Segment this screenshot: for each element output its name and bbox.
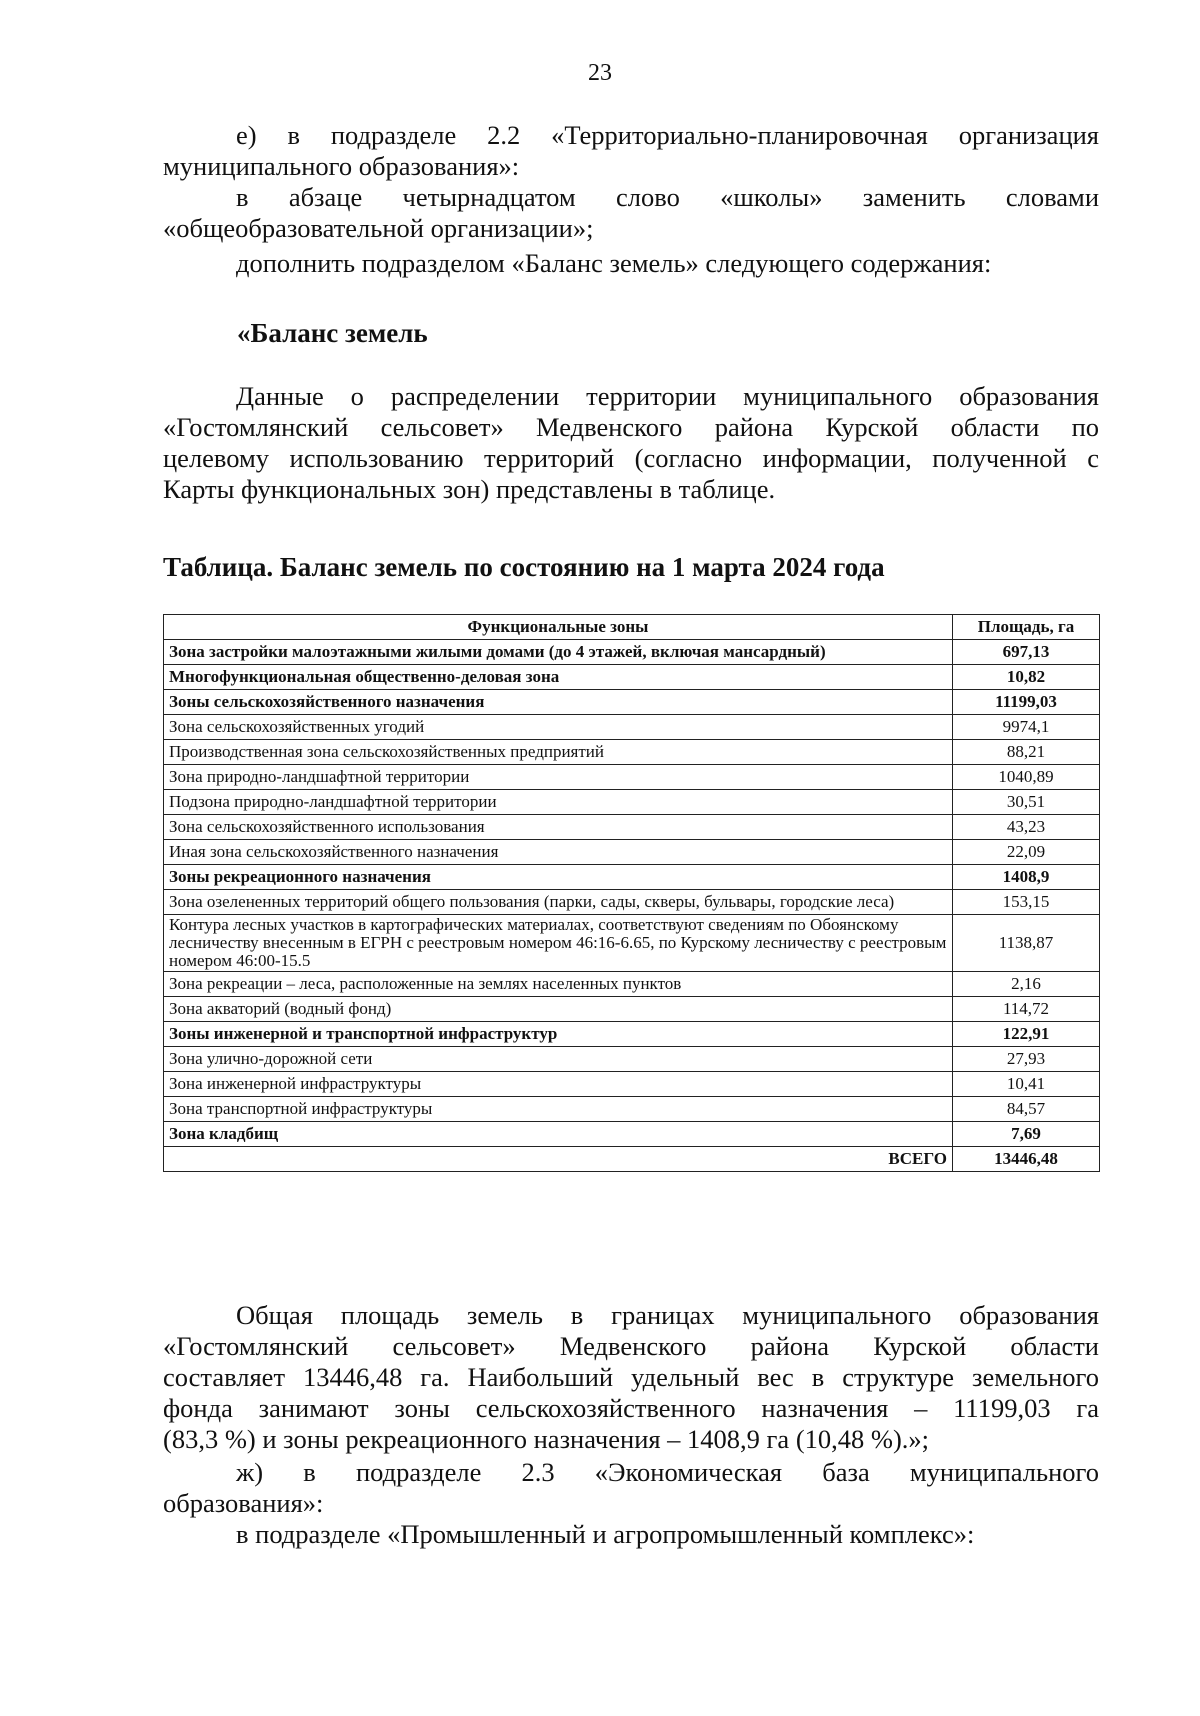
paragraph-line: в подразделе «Промышленный и агропромышленный комплекс»: [236, 1519, 975, 1549]
area-cell: 10,82 [953, 665, 1100, 690]
paragraph-line: Карты функциональных зон) представлены в таблице. [163, 474, 776, 504]
table-row [164, 997, 1100, 1022]
zone-cell: Производственная зона сельскохозяйственных предприятий [164, 740, 953, 765]
paragraph-line: дополнить подразделом «Баланс земель» следующего содержания: [236, 248, 992, 278]
paragraph-add-subsection [163, 248, 1099, 279]
area-cell: 1138,87 [953, 915, 1100, 972]
area-cell: 1040,89 [953, 765, 1100, 790]
paragraph-intro [163, 381, 1099, 505]
zone-cell: Зона рекреации – леса, расположенные на землях населенных пунктов [164, 972, 953, 997]
paragraph-amendment-e [163, 120, 1099, 182]
zone-cell: Зоны инженерной и транспортной инфраструктур [164, 1022, 953, 1047]
paragraph-replace-word [163, 182, 1099, 244]
area-cell: 11199,03 [953, 690, 1100, 715]
page-number: 23 [588, 60, 612, 86]
area-cell: 2,16 [953, 972, 1100, 997]
zone-cell: Иная зона сельскохозяйственного назначения [164, 840, 953, 865]
paragraph-line: «общеобразовательной организации»; [163, 213, 594, 243]
table-row [164, 815, 1100, 840]
table-title: Таблица. Баланс земель по состоянию на 1 марта 2024 года [163, 552, 885, 582]
zone-cell: Зона акваторий (водный фонд) [164, 997, 953, 1022]
table-row [164, 690, 1100, 715]
zone-cell: Зона озелененных территорий общего пользования (парки, сады, скверы, бульвары, городские леса) [164, 890, 953, 915]
total-value: 13446,48 [953, 1147, 1100, 1172]
paragraph-line: целевому использованию территорий (согласно информации, полученной с [163, 443, 1099, 473]
paragraph-line: Общая площадь земель в границах муниципального образования [236, 1300, 1099, 1330]
zone-cell: Зона сельскохозяйственных угодий [164, 715, 953, 740]
zone-cell: Многофункциональная общественно-деловая зона [164, 665, 953, 690]
zone-cell: Зона улично-дорожной сети [164, 1047, 953, 1072]
table-row [164, 1072, 1100, 1097]
table-row [164, 640, 1100, 665]
paragraph-line: в абзаце четырнадцатом слово «школы» заменить словами [236, 182, 1099, 212]
zone-cell: Зоны рекреационного назначения [164, 865, 953, 890]
paragraph-amendment-zh [163, 1457, 1099, 1519]
table-row [164, 1047, 1100, 1072]
area-cell: 43,23 [953, 815, 1100, 840]
table-row [164, 665, 1100, 690]
area-cell: 697,13 [953, 640, 1100, 665]
area-cell: 27,93 [953, 1047, 1100, 1072]
zone-cell: Контура лесных участков в картографических материалах, соответствуют сведениям по Обоянскому лесничеству внесенным в ЕГРН с реестровым номером 46:16-6.65, по Курскому лесничеству с реестровым номером 46:00-15.5 [164, 915, 953, 972]
table-row [164, 1097, 1100, 1122]
paragraph-line: «Гостомлянский сельсовет» Медвенского района Курской области по [163, 412, 1099, 442]
zone-cell: Зона транспортной инфраструктуры [164, 1097, 953, 1122]
area-cell: 122,91 [953, 1022, 1100, 1047]
table-row [164, 972, 1100, 997]
paragraph-line: образования»: [163, 1488, 324, 1518]
area-cell: 22,09 [953, 840, 1100, 865]
table-header-row [164, 615, 1100, 640]
land-balance-table [163, 614, 1100, 1172]
table-row [164, 915, 1100, 972]
table-row [164, 740, 1100, 765]
paragraph-line: Данные о распределении территории муниципального образования [236, 381, 1099, 411]
header-area: Площадь, га [953, 615, 1100, 640]
area-cell: 1408,9 [953, 865, 1100, 890]
paragraph-line: муниципального образования»: [163, 151, 520, 181]
table-row [164, 765, 1100, 790]
table-row [164, 1022, 1100, 1047]
table-row [164, 840, 1100, 865]
zone-cell: Зоны сельскохозяйственного назначения [164, 690, 953, 715]
table-row [164, 890, 1100, 915]
area-cell: 30,51 [953, 790, 1100, 815]
paragraph-line: (83,3 %) и зоны рекреационного назначения – 1408,9 га (10,48 %).»; [163, 1424, 930, 1454]
area-cell: 84,57 [953, 1097, 1100, 1122]
total-label: ВСЕГО [164, 1147, 953, 1172]
area-cell: 114,72 [953, 997, 1100, 1022]
paragraph-line: «Гостомлянский сельсовет» Медвенского района Курской области [163, 1331, 1099, 1361]
zone-cell: Зона кладбищ [164, 1122, 953, 1147]
area-cell: 7,69 [953, 1122, 1100, 1147]
header-zones: Функциональные зоны [164, 615, 953, 640]
zone-cell: Зона инженерной инфраструктуры [164, 1072, 953, 1097]
paragraph-industrial [163, 1519, 1099, 1550]
table-total-row [164, 1147, 1100, 1172]
paragraph-line: составляет 13446,48 га. Наибольший удельный вес в структуре земельного [163, 1362, 1099, 1392]
area-cell: 153,15 [953, 890, 1100, 915]
area-cell: 9974,1 [953, 715, 1100, 740]
paragraph-line: ж) в подразделе 2.3 «Экономическая база муниципального [236, 1457, 1099, 1487]
table-row [164, 715, 1100, 740]
zone-cell: Зона природно-ландшафтной территории [164, 765, 953, 790]
section-heading: «Баланс земель [237, 318, 428, 348]
table-row [164, 790, 1100, 815]
table-row [164, 1122, 1100, 1147]
area-cell: 10,41 [953, 1072, 1100, 1097]
zone-cell: Зона застройки малоэтажными жилыми домами (до 4 этажей, включая мансардный) [164, 640, 953, 665]
paragraph-line: фонда занимают зоны сельскохозяйственного назначения – 11199,03 га [163, 1393, 1099, 1423]
zone-cell: Подзона природно-ландшафтной территории [164, 790, 953, 815]
area-cell: 88,21 [953, 740, 1100, 765]
zone-cell: Зона сельскохозяйственного использования [164, 815, 953, 840]
paragraph-summary [163, 1300, 1099, 1455]
table-row [164, 865, 1100, 890]
paragraph-line: е) в подразделе 2.2 «Территориально-планировочная организация [236, 120, 1099, 150]
